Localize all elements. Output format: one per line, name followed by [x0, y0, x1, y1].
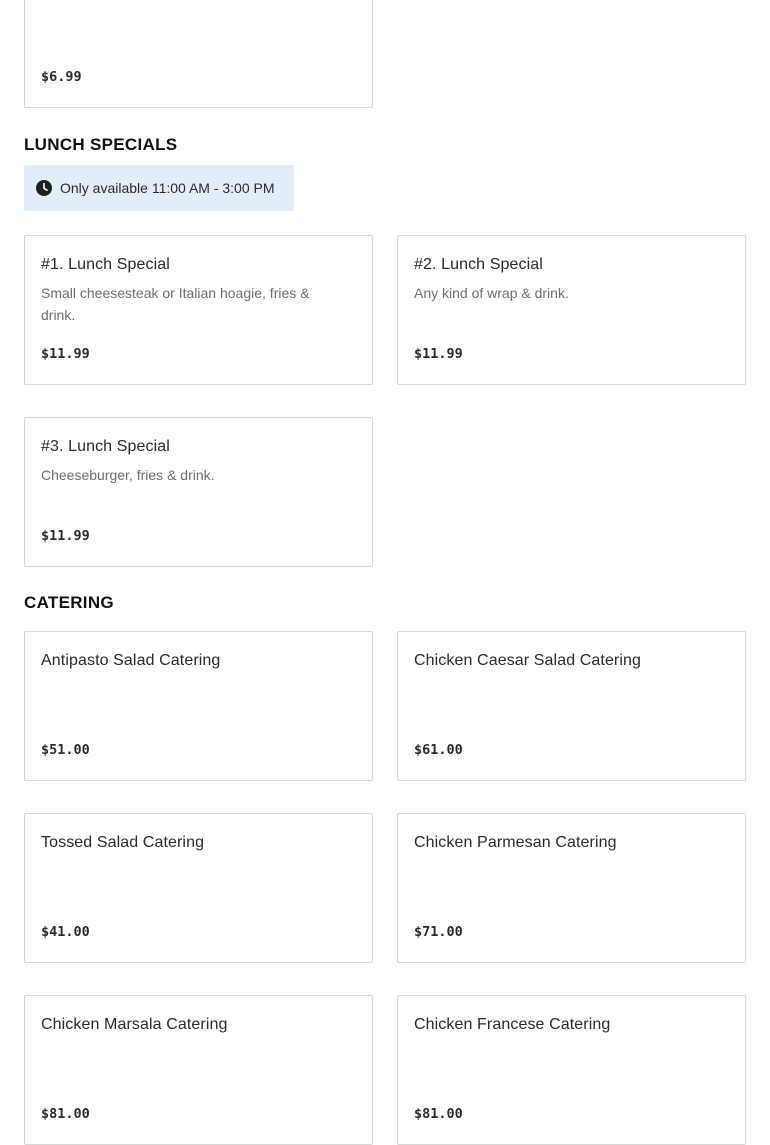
section-heading-lunch-specials: LUNCH SPECIALS	[24, 135, 178, 154]
menu-item-title: Chicken Parmesan Catering	[414, 834, 617, 851]
menu-item-title: Chicken Marsala Catering	[41, 1016, 228, 1033]
clock-icon	[36, 180, 52, 196]
menu-item-card-lunch-special-1[interactable]	[24, 235, 373, 385]
menu-item-title: Chicken Francese Catering	[414, 1016, 611, 1033]
menu-item-title: Antipasto Salad Catering	[41, 652, 221, 669]
menu-item-card-chicken-caesar-salad-catering[interactable]	[397, 631, 746, 781]
menu-item-price: $11.99	[41, 528, 90, 544]
availability-banner	[24, 165, 294, 211]
menu-item-card-chicken-parmesan-catering[interactable]	[397, 813, 746, 963]
menu-item-card[interactable]	[24, 0, 373, 108]
menu-item-title: #3. Lunch Special	[41, 438, 170, 455]
menu-item-price: $71.00	[414, 924, 463, 940]
menu-item-price: $81.00	[414, 1106, 463, 1122]
menu-item-card-lunch-special-3[interactable]	[24, 417, 373, 567]
menu-item-card-tossed-salad-catering[interactable]	[24, 813, 373, 963]
menu-item-price: $11.99	[414, 346, 463, 362]
menu-item-price: $51.00	[41, 742, 90, 758]
menu-item-description: Cheeseburger, fries & drink.	[41, 467, 215, 483]
menu-item-title: Tossed Salad Catering	[41, 834, 205, 851]
menu-item-title: Chicken Caesar Salad Catering	[414, 652, 642, 669]
menu-item-price: $61.00	[414, 742, 463, 758]
section-heading-catering: CATERING	[24, 593, 114, 612]
menu-item-title: #1. Lunch Special	[41, 256, 170, 273]
menu-item-price: $6.99	[41, 69, 82, 85]
availability-text: Only available 11:00 AM - 3:00 PM	[60, 180, 275, 196]
menu-item-description: Any kind of wrap & drink.	[414, 285, 569, 301]
menu-item-price: $81.00	[41, 1106, 90, 1122]
menu-item-card-chicken-marsala-catering[interactable]	[24, 995, 373, 1145]
menu-item-price: $11.99	[41, 346, 90, 362]
menu-item-card-antipasto-salad-catering[interactable]	[24, 631, 373, 781]
menu-item-card-chicken-francese-catering[interactable]	[397, 995, 746, 1145]
menu-item-title: #2. Lunch Special	[414, 256, 543, 273]
menu-item-card-lunch-special-2[interactable]	[397, 235, 746, 385]
menu-item-description: Small cheesesteak or Italian hoagie, fries & drink.	[41, 285, 310, 323]
menu-item-price: $41.00	[41, 924, 90, 940]
